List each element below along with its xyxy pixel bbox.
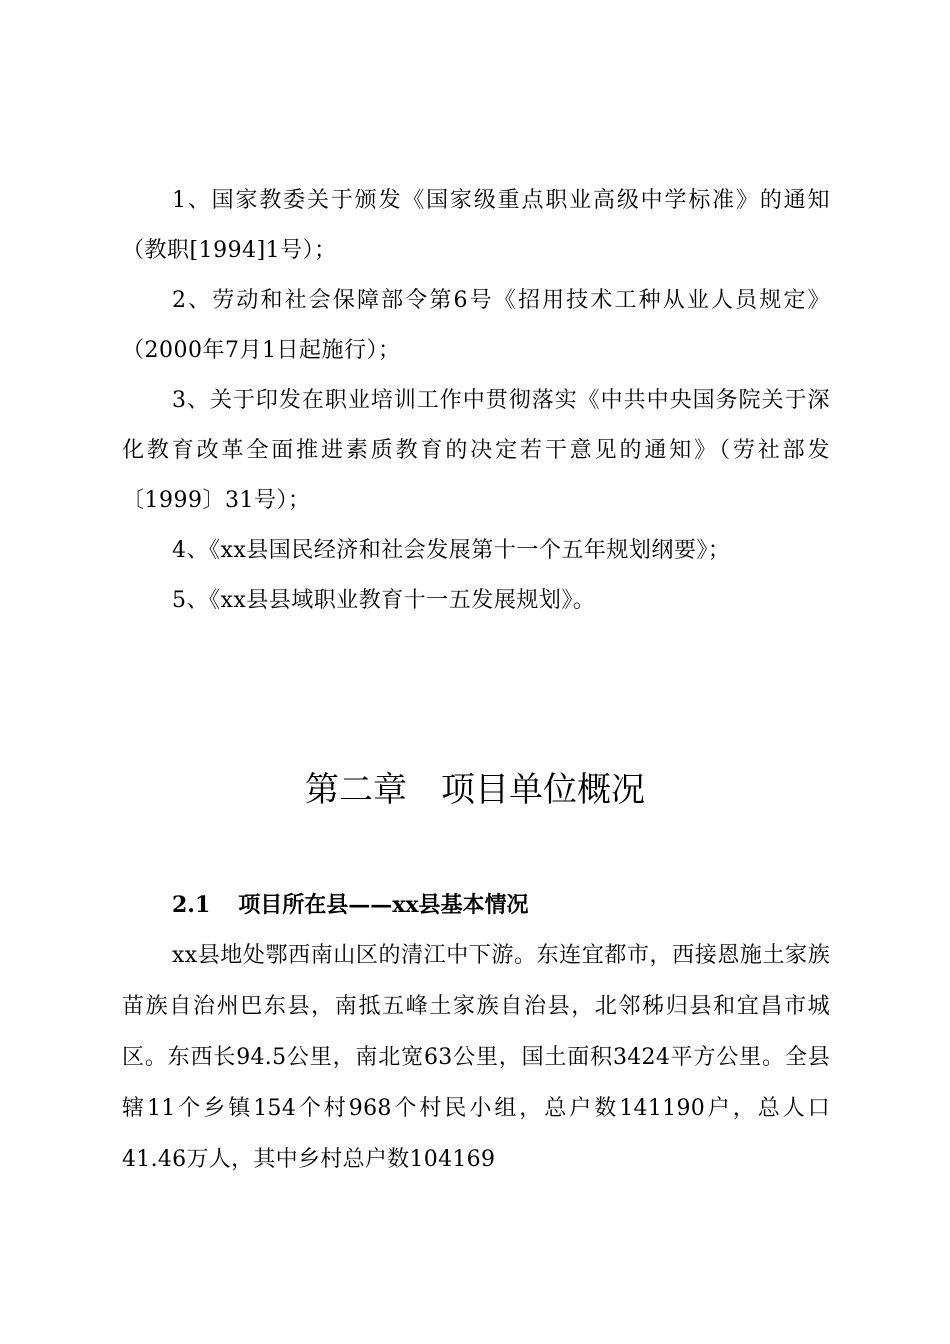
reference-item-2: 2、劳动和社会保障部令第6号《招用技术工种从业人员规定》（2000年7月1日起施行）； (122, 288, 830, 363)
section-2-1 (122, 880, 830, 1185)
reference-list (122, 176, 830, 626)
section-number: 2.1 (172, 892, 211, 918)
reference-item-3: 3、关于印发在职业培训工作中贯彻落实《中共中央国务院关于深化教育改革全面推进素质教育的决定若干意见的通知》（劳社部发〔1999〕31号）； (122, 388, 830, 513)
section-body-paragraph: xx县地处鄂西南山区的清江中下游。东连宜都市，西接恩施土家族苗族自治州巴东县，南抵五峰土家族自治县，北邻秭归县和宜昌市城区。东西长94.5公里，南北宽63公里，国土面积3424平方公里。全县辖11个乡镇154个村968个村民小组，总户数141190户，总人口41.46万人，其中乡村总户数104169 (122, 943, 830, 1172)
chapter-title: 第二章 项目单位概况 (305, 770, 645, 810)
section-title: 项目所在县——xx县基本情况 (238, 892, 529, 918)
reference-item-5: 5、《xx县县域职业教育十一五发展规划》。 (172, 588, 596, 613)
reference-item-1: 1、国家教委关于颁发《国家级重点职业高级中学标准》的通知（教职[1994]1号）； (122, 188, 830, 263)
section-heading (172, 880, 830, 930)
reference-item-4: 4、《xx县国民经济和社会发展第十一个五年规划纲要》； (172, 538, 731, 563)
